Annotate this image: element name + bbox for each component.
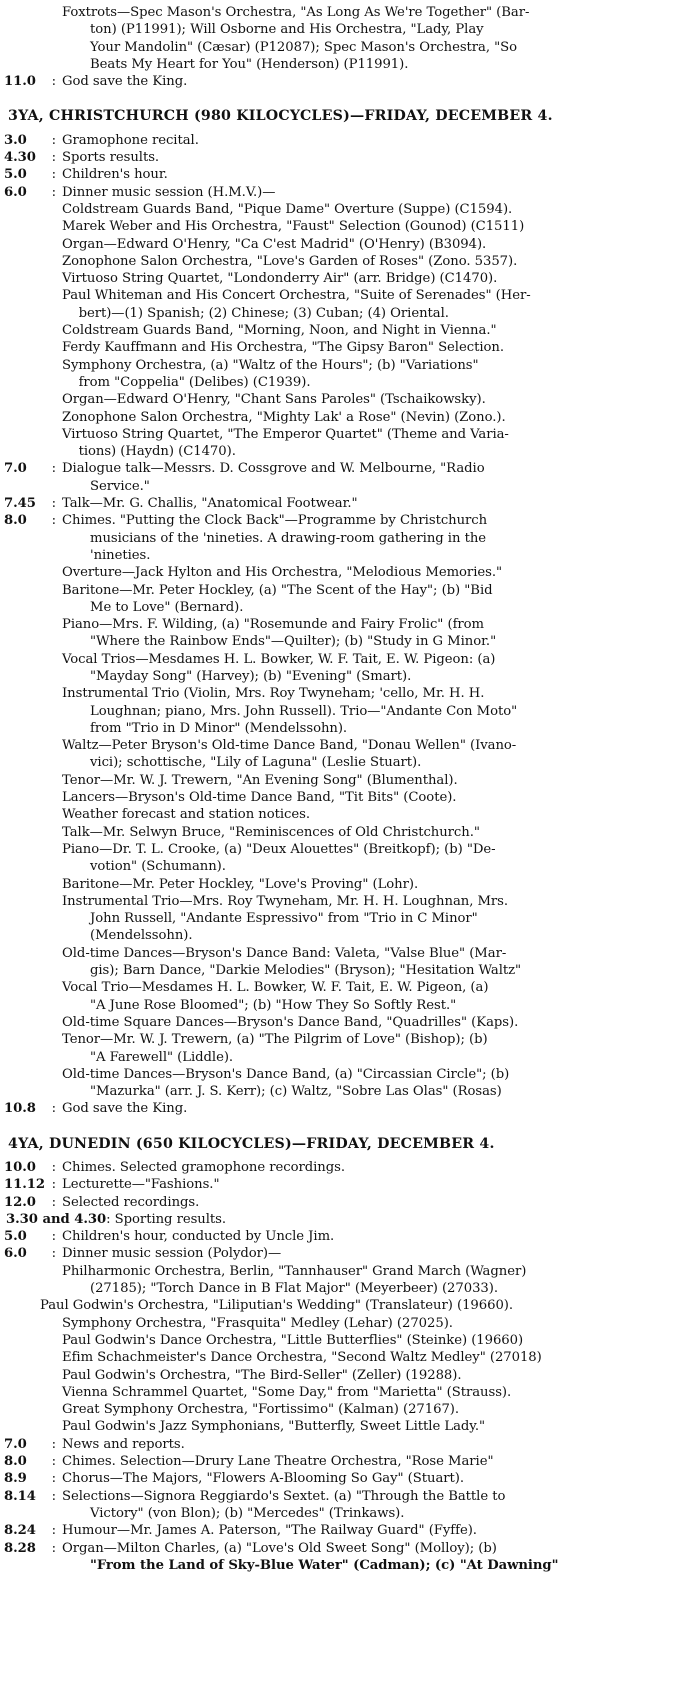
entry-text: Chimes. "Putting the Clock Back"—Programme by Christchurch bbox=[62, 513, 488, 529]
programme-line: Virtuoso String Quartet, "The Emperor Quartet" (Theme and Varia- bbox=[62, 426, 509, 442]
programme-line: Old-time Dances—Bryson's Dance Band, (a) "Circassian Circle"; (b) bbox=[62, 1066, 510, 1082]
schedule-entry bbox=[4, 149, 692, 166]
schedule-entry bbox=[4, 1540, 692, 1557]
text-line: Foxtrots—Spec Mason's Orchestra, "As Long As We're Together" (Bar- bbox=[62, 5, 530, 20]
programme-line: Vocal Trio—Mesdames H. L. Bowker, W. F. Tait, E. W. Pigeon, (a) bbox=[62, 980, 489, 996]
entry-text: Chimes. Selected gramophone recordings. bbox=[62, 1160, 346, 1175]
programme-line: Coldstream Guards Band, "Pique Dame" Overture (Suppe) (C1594). bbox=[62, 201, 513, 217]
programme-line: Marek Weber and His Orchestra, "Faust" Selection (Gounod) (C1511) bbox=[62, 219, 525, 235]
entry-time: 5.0 : bbox=[4, 166, 62, 183]
top-continuation bbox=[4, 4, 692, 90]
entry-continuation: "From the Land of Sky-Blue Water" (Cadman); (c) "At Dawning" bbox=[90, 1557, 559, 1573]
entry-time: 8.0 : bbox=[4, 1453, 62, 1470]
programme-line: Instrumental Trio (Violin, Mrs. Roy Twyneham; 'cello, Mr. H. H. bbox=[62, 686, 485, 702]
programme-line: Symphony Orchestra, "Frasquita" Medley (Lehar) (27025). bbox=[62, 1315, 453, 1331]
programme-line: Zonophone Salon Orchestra, "Love's Garden of Roses" (Zono. 5357). bbox=[62, 253, 518, 269]
entry-time: 4.30 : bbox=[4, 149, 62, 166]
entry-continuation: Victory" (von Blon); (b) "Mercedes" (Trinkaws). bbox=[90, 1505, 405, 1521]
entry-time: 11.0 : bbox=[4, 73, 62, 90]
entry-time: 8.24 : bbox=[4, 1522, 62, 1539]
entry-text: Talk—Mr. G. Challis, "Anatomical Footwear." bbox=[62, 496, 358, 512]
schedule-entry bbox=[4, 1453, 692, 1470]
programme-line: Paul Godwin's Orchestra, "Liliputian's Wedding" (Translateur) (19660). bbox=[40, 1298, 514, 1314]
text-line: Beats My Heart for You" (Henderson) (P11991). bbox=[90, 56, 409, 72]
entry-text: Gramophone recital. bbox=[62, 132, 199, 148]
programme-line: Baritone—Mr. Peter Hockley, "Love's Proving" (Lohr). bbox=[62, 876, 419, 892]
schedule-entry bbox=[4, 1194, 692, 1211]
section-heading: 3YA, CHRISTCHURCH (980 KILOCYCLES)—FRIDAY, DECEMBER 4. bbox=[8, 108, 553, 125]
evening-programme-list bbox=[4, 530, 692, 1101]
entry-text: Children's hour, conducted by Uncle Jim. bbox=[62, 1229, 335, 1245]
programme-line: votion" (Schumann). bbox=[90, 859, 226, 875]
programme-line: Piano—Dr. T. L. Crooke, (a) "Deux Alouettes" (Breitkopf); (b) "De- bbox=[62, 841, 496, 857]
programme-line: Overture—Jack Hylton and His Orchestra, "Melodious Memories." bbox=[62, 565, 502, 581]
entry-text: Dialogue talk—Messrs. D. Cossgrove and W. Melbourne, "Radio bbox=[62, 461, 485, 477]
programme-line: Vienna Schrammel Quartet, "Some Day," from "Marietta" (Strauss). bbox=[62, 1384, 512, 1400]
entry-time: 3.30 and 4.30 bbox=[6, 1211, 107, 1227]
entry-time: 5.0 : bbox=[4, 1228, 62, 1245]
schedule-entry bbox=[4, 495, 692, 512]
programme-line: Ferdy Kauffmann and His Orchestra, "The Gipsy Baron" Selection. bbox=[62, 340, 504, 356]
entry-time: 8.9 : bbox=[4, 1470, 62, 1487]
entry-text: News and reports. bbox=[62, 1436, 185, 1452]
entry-time: 8.0 : bbox=[4, 512, 62, 529]
programme-line: Tenor—Mr. W. J. Trewern, (a) "The Pilgrim of Love" (Bishop); (b) bbox=[62, 1032, 488, 1048]
programme-line: "Where the Rainbow Ends"—Quilter); (b) "Study in G Minor." bbox=[90, 634, 497, 650]
entry-time: 3.0 : bbox=[4, 132, 62, 149]
schedule-entry bbox=[4, 1176, 692, 1193]
programme-line: Old-time Dances—Bryson's Dance Band: Valeta, "Valse Blue" (Mar- bbox=[62, 945, 507, 961]
programme-line: Virtuoso String Quartet, "Londonderry Air" (arr. Bridge) (C1470). bbox=[62, 271, 498, 287]
programme-line: bert)—(1) Spanish; (2) Chinese; (3) Cuban; (4) Oriental. bbox=[62, 305, 449, 321]
programme-line: Coldstream Guards Band, "Morning, Noon, and Night in Vienna." bbox=[62, 323, 497, 339]
programme-line: Great Symphony Orchestra, "Fortissimo" (Kalman) (27167). bbox=[62, 1402, 460, 1418]
entry-text: Sporting results. bbox=[114, 1211, 227, 1227]
schedule-entry bbox=[4, 1470, 692, 1487]
section-christchurch bbox=[4, 108, 692, 1117]
schedule-entry bbox=[4, 184, 692, 201]
entry-text: Dinner music session (H.M.V.)— bbox=[62, 184, 276, 200]
programme-line: John Russell, "Andante Espressivo" from "Trio in C Minor" bbox=[90, 911, 478, 927]
schedule-entry bbox=[4, 73, 692, 90]
programme-line: gis); Barn Dance, "Darkie Melodies" (Bryson); "Hesitation Waltz" bbox=[90, 963, 522, 979]
entry-text: God save the King. bbox=[62, 74, 188, 90]
programme-line: Zonophone Salon Orchestra, "Mighty Lak' a Rose" (Nevin) (Zono.). bbox=[62, 409, 506, 425]
entry-time: 7.0 : bbox=[4, 1436, 62, 1453]
entry-time: 8.14 : bbox=[4, 1488, 62, 1505]
programme-line: Tenor—Mr. W. J. Trewern, "An Evening Song" (Blumenthal). bbox=[62, 772, 458, 788]
programme-line: Paul Godwin's Dance Orchestra, "Little Butterflies" (Steinke) (19660) bbox=[62, 1332, 524, 1348]
entry-text: Chimes. Selection—Drury Lane Theatre Orchestra, "Rose Marie" bbox=[62, 1454, 494, 1470]
section-dunedin bbox=[4, 1136, 692, 1574]
section-heading: 4YA, DUNEDIN (650 KILOCYCLES)—FRIDAY, DECEMBER 4. bbox=[8, 1135, 495, 1152]
programme-line: Organ—Edward O'Henry, "Chant Sans Paroles" (Tschaikowsky). bbox=[62, 392, 486, 408]
entry-text: Lecturette—"Fashions." bbox=[62, 1177, 220, 1193]
programme-line: Paul Whiteman and His Concert Orchestra, "Suite of Serenades" (Her- bbox=[62, 288, 531, 304]
schedule-entry bbox=[4, 1228, 692, 1245]
entry-text: Children's hour. bbox=[62, 167, 168, 183]
evening-programme-list bbox=[4, 1436, 692, 1574]
programme-line: Vocal Trios—Mesdames H. L. Bowker, W. F. Tait, E. W. Pigeon: (a) bbox=[62, 651, 496, 667]
schedule-entry bbox=[4, 1159, 692, 1176]
programme-line: from "Trio in D Minor" (Mendelssohn). bbox=[90, 720, 348, 736]
programme-line: Piano—Mrs. F. Wilding, (a) "Rosemunde and Fairy Frolic" (from bbox=[62, 617, 484, 633]
dinner-music-list bbox=[4, 1263, 692, 1436]
programme-line: Lancers—Bryson's Old-time Dance Band, "Tit Bits" (Coote). bbox=[62, 790, 457, 806]
programme-line: Me to Love" (Bernard). bbox=[90, 599, 244, 615]
entry-time: 7.0 : bbox=[4, 460, 62, 477]
programme-line: "A Farewell" (Liddle). bbox=[90, 1049, 234, 1065]
programme-line: Paul Godwin's Orchestra, "The Bird-Seller" (Zeller) (19288). bbox=[62, 1367, 462, 1383]
schedule-entry bbox=[4, 1245, 692, 1262]
dinner-music-list bbox=[4, 201, 692, 460]
entry-text: God save the King. bbox=[62, 1101, 188, 1117]
programme-line: Organ—Edward O'Henry, "Ca C'est Madrid" (O'Henry) (B3094). bbox=[62, 236, 487, 252]
entry-time: 6.0 : bbox=[4, 184, 62, 201]
schedule-entry bbox=[4, 166, 692, 183]
entry-continuation: Service." bbox=[90, 478, 150, 494]
entry-text: Selected recordings. bbox=[62, 1194, 200, 1210]
entry-time: 6.0 : bbox=[4, 1245, 62, 1262]
programme-line: Waltz—Peter Bryson's Old-time Dance Band, "Donau Wellen" (Ivano- bbox=[62, 738, 517, 754]
entry-time: 10.0 : bbox=[4, 1159, 62, 1176]
programme-line: "A June Rose Bloomed"; (b) "How They So Softly Rest." bbox=[90, 997, 457, 1013]
entry-time: 12.0 : bbox=[4, 1194, 62, 1211]
programme-line: Loughnan; piano, Mrs. John Russell). Trio—"Andante Con Moto" bbox=[90, 703, 518, 719]
programme-line: Weather forecast and station notices. bbox=[62, 807, 310, 823]
entry-time: 11.12 : bbox=[4, 1176, 62, 1193]
entry-text: Sports results. bbox=[62, 150, 160, 166]
entry-time: 8.28 : bbox=[4, 1540, 62, 1557]
programme-line: musicians of the 'nineties. A drawing-room gathering in the bbox=[90, 530, 487, 546]
text-line: Your Mandolin" (Cæsar) (P12087); Spec Mason's Orchestra, "So bbox=[90, 39, 518, 55]
programme-line: Baritone—Mr. Peter Hockley, (a) "The Scent of the Hay"; (b) "Bid bbox=[62, 582, 493, 598]
programme-line: Instrumental Trio—Mrs. Roy Twyneham, Mr. H. H. Loughnan, Mrs. bbox=[62, 893, 509, 909]
entry-text: Humour—Mr. James A. Paterson, "The Railway Guard" (Fyffe). bbox=[62, 1523, 477, 1539]
entry-text: Selections—Signora Reggiardo's Sextet. (a) "Through the Battle to bbox=[62, 1488, 506, 1504]
programme-line: Philharmonic Orchestra, Berlin, "Tannhauser" Grand March (Wagner) bbox=[62, 1263, 527, 1279]
programme-line: "Mayday Song" (Harvey); (b) "Evening" (Smart). bbox=[90, 668, 412, 684]
programme-line: Efim Schachmeister's Dance Orchestra, "Second Waltz Medley" (27018) bbox=[62, 1350, 542, 1366]
programme-line: Old-time Square Dances—Bryson's Dance Band, "Quadrilles" (Kaps). bbox=[62, 1014, 519, 1030]
entry-text: Organ—Milton Charles, (a) "Love's Old Sweet Song" (Molloy); (b) bbox=[62, 1540, 497, 1556]
schedule-entry bbox=[4, 1488, 692, 1505]
programme-line: Paul Godwin's Jazz Symphonians, "Butterfly, Sweet Little Lady." bbox=[62, 1419, 486, 1435]
schedule-entry bbox=[4, 1522, 692, 1539]
programme-line: Talk—Mr. Selwyn Bruce, "Reminiscences of Old Christchurch." bbox=[62, 824, 480, 840]
schedule-entry: 3.30 and 4.30: Sporting results. bbox=[6, 1211, 227, 1227]
programme-line: 'nineties. bbox=[90, 547, 151, 563]
schedule-entry bbox=[4, 460, 692, 477]
programme-line: Symphony Orchestra, (a) "Waltz of the Hours"; (b) "Variations" bbox=[62, 357, 479, 373]
programme-line: from "Coppelia" (Delibes) (C1939). bbox=[62, 374, 311, 390]
programme-line: (27185); "Torch Dance in B Flat Major" (Meyerbeer) (27033). bbox=[90, 1281, 498, 1297]
entry-time: 7.45 : bbox=[4, 495, 62, 512]
programme-line: (Mendelssohn). bbox=[90, 928, 193, 944]
programme-line: vici); schottische, "Lily of Laguna" (Leslie Stuart). bbox=[90, 755, 422, 771]
entry-text: Chorus—The Majors, "Flowers A-Blooming So Gay" (Stuart). bbox=[62, 1471, 465, 1487]
schedule-entry bbox=[4, 132, 692, 149]
entry-text: Dinner music session (Polydor)— bbox=[62, 1246, 282, 1262]
schedule-entry bbox=[4, 1436, 692, 1453]
entry-time: 10.8 : bbox=[4, 1100, 62, 1117]
schedule-entry bbox=[4, 1100, 692, 1117]
programme-line: "Mazurka" (arr. J. S. Kerr); (c) Waltz, "Sobre Las Olas" (Rosas) bbox=[90, 1084, 502, 1100]
schedule-entry bbox=[4, 512, 692, 529]
text-line: ton) (P11991); Will Osborne and His Orchestra, "Lady, Play bbox=[90, 22, 484, 38]
programme-line: tions) (Haydn) (C1470). bbox=[62, 444, 236, 460]
